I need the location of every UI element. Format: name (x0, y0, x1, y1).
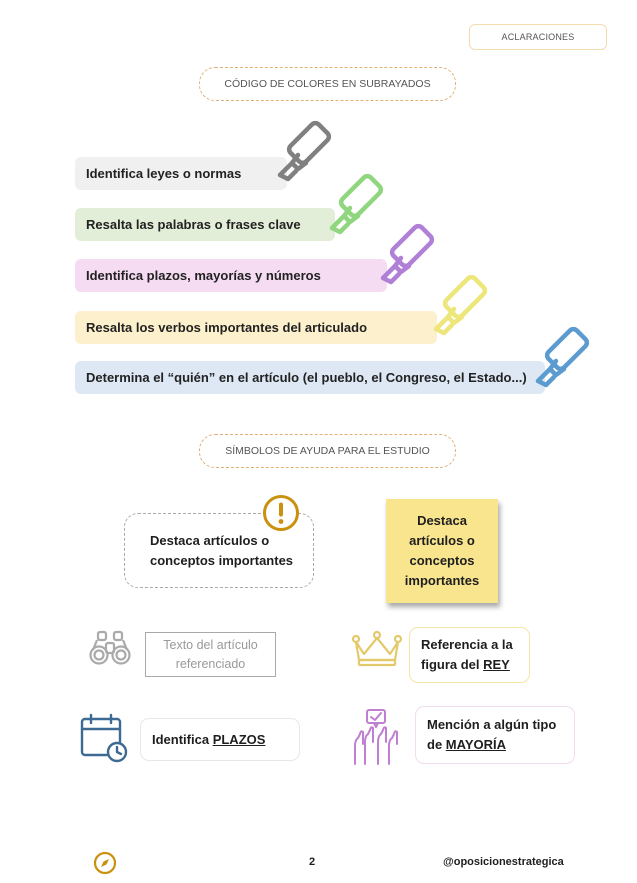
majority-prefix: de (427, 737, 446, 752)
sticky-note (386, 499, 498, 603)
highlight-row-purple (75, 259, 387, 292)
binoculars-icon (88, 630, 132, 666)
highlight-label: Resalta las palabras o frases clave (86, 217, 301, 232)
highlight-label: Determina el “quién” en el artículo (el pueblo, el Congreso, el Estado...) (86, 370, 527, 385)
important-box-line2: conceptos importantes (150, 552, 294, 568)
crown-icon (351, 630, 403, 668)
deadlines-prefix: Identifica (152, 731, 213, 747)
king-underlined: REY (483, 657, 510, 672)
deadlines-card (140, 718, 300, 761)
symbols-section-title: SÍMBOLOS DE AYUDA PARA EL ESTUDIO (199, 434, 456, 468)
majority-line2 (427, 735, 574, 755)
sticky-line3: conceptos (409, 553, 475, 568)
page-number: 2 (309, 856, 316, 868)
highlight-row-green (75, 208, 335, 241)
sticky-line2: artículos o (409, 533, 475, 548)
raised-hands-vote-icon (351, 708, 401, 766)
highlight-label: Resalta los verbos importantes del articulado (86, 320, 368, 335)
highlight-row-gray (75, 157, 287, 190)
deadlines-underlined: PLAZOS (212, 731, 266, 747)
highlight-row-blue (75, 361, 545, 394)
majority-line1: Mención a algún tipo (427, 717, 557, 732)
footer-handle: @oposicionestrategica (443, 856, 564, 868)
reference-line1: Texto del artículo (163, 637, 258, 652)
deadlines-text (152, 730, 299, 750)
sticky-line4: importantes (404, 573, 480, 588)
majority-card (415, 706, 575, 764)
reference-text-box (145, 632, 276, 677)
important-box-line1: Destaca artículos o (150, 532, 270, 548)
aclaraciones-tag: ACLARACIONES (469, 24, 607, 50)
king-line2 (421, 655, 529, 675)
king-line2-prefix: figura del (421, 657, 484, 672)
highlighter-icon (424, 259, 514, 349)
highlight-label: Identifica plazos, mayorías y números (86, 268, 321, 283)
highlight-row-yellow (75, 311, 437, 344)
king-card (409, 627, 530, 683)
highlighter-icon (526, 311, 616, 401)
compass-icon (93, 851, 117, 875)
exclamation-circle-icon (262, 494, 300, 532)
king-line1: Referencia a la (421, 637, 513, 652)
colors-section-title: CÓDIGO DE COLORES EN SUBRAYADOS (199, 67, 456, 101)
calendar-clock-icon (80, 713, 128, 763)
highlight-label: Identifica leyes o normas (86, 166, 242, 181)
sticky-line1: Destaca (417, 513, 467, 528)
reference-line2: referenciado (175, 656, 246, 671)
majority-underlined: MAYORÍA (445, 737, 506, 752)
